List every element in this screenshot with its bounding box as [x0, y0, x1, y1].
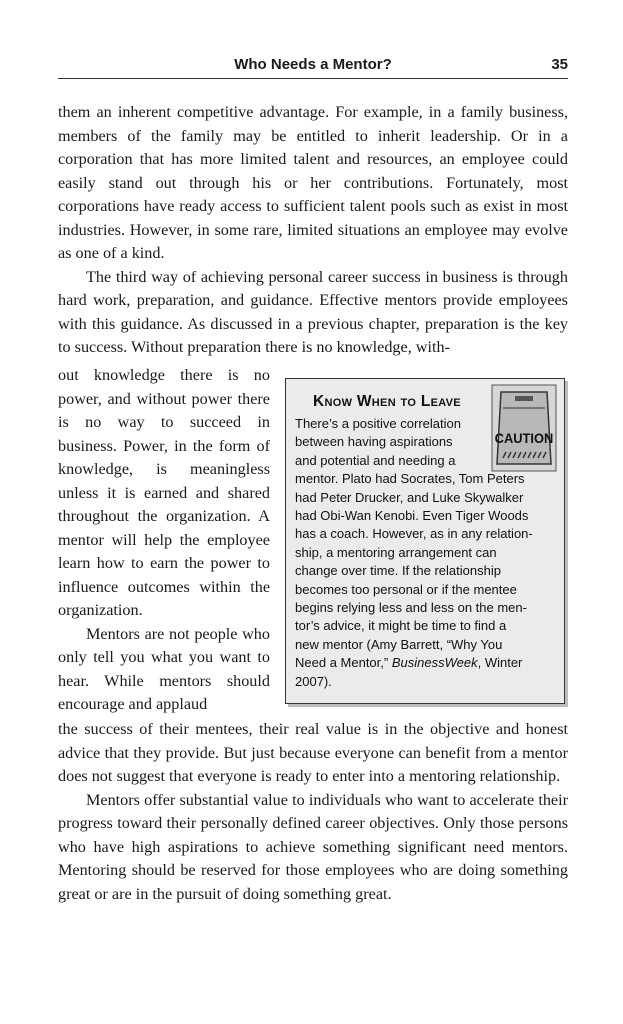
sidebar-line: ship, a mentoring arrangement can — [295, 544, 497, 560]
caution-label: CAUTION — [494, 430, 554, 447]
sidebar-line: and potential and needing a — [295, 452, 456, 468]
source-publication: BusinessWeek — [391, 655, 478, 671]
paragraph: Mentors are not people who only tell you what you want to hear. While mentors should encourage and applaud — [58, 624, 270, 713]
paragraph: Mentors offer substantial value to individuals who want to accelerate their progress toward their personally defined career objectives. Only those persons who have high aspirations to achieve something significant need mentors. Mentoring should be reserved for those employees who are doing something great or are in the pursuit of doing something great. — [58, 790, 568, 903]
paragraph: The third way of achieving personal career success in business is through hard work, preparation, and guidance. Effective mentors provide employees with this guidance. As discussed in a previous chapter, preparation is the key to success. Without preparation there is no knowledge, with- — [58, 267, 568, 356]
body-text-top — [58, 101, 568, 360]
sidebar-line: becomes too personal or if the mentee — [295, 581, 517, 597]
sidebar-line: There’s a positive correlation — [295, 416, 461, 431]
body-text-wrap — [58, 364, 270, 717]
sidebar-line: tor’s advice, it might be time to find a — [295, 618, 507, 634]
sidebar-line: 2007). — [295, 673, 332, 689]
sidebar-line: mentor. Plato had Socrates, Tom Peters — [295, 471, 525, 487]
sidebar-line: has a coach. However, as in any relation- — [295, 526, 533, 542]
sidebar-line — [295, 654, 557, 672]
sidebar-line: begins relying less and less on the men- — [295, 600, 527, 616]
sidebar-body — [295, 415, 557, 691]
sidebar-line: between having aspirations — [295, 434, 453, 450]
sidebar-line: had Obi-Wan Kenobi. Even Tiger Woods — [295, 508, 529, 524]
page-number: 35 — [551, 56, 568, 73]
paragraph: out knowledge there is no power, and without power there is no way to succeed in business. Power, in the form of knowledge, is meaningless unless it is earned and shared throughout the organization. A mentor will help the employee learn how to earn the power to influence outcomes within the organization. — [58, 366, 270, 619]
source-text: , Winter — [477, 655, 523, 671]
paragraph: them an inherent competitive advantage. For example, in a family business, members of the family may be entitled to inherit leadership. Or in a corporation that has more limited talent and resources, an employee could easily stand out through his or her contributions. Fortunately, most corporations have ready access to sufficient talent pools such as exist in most industries. However, in some rare, limited situations an employee may evolve as one of a kind. — [58, 103, 568, 262]
chapter-title: Who Needs a Mentor? — [234, 56, 392, 73]
sidebar-line: new mentor (Amy Barrett, “Why You — [295, 636, 503, 652]
body-text-bottom — [58, 718, 568, 906]
sidebar-title: Know When to Leave — [313, 393, 461, 410]
source-text: Need a Mentor,” — [295, 655, 389, 671]
running-header — [58, 50, 568, 79]
sidebar-box — [285, 378, 565, 704]
paragraph: the success of their mentees, their real value is in the objective and honest advice that they provide. But just because everyone can benefit from a mentor does not suggest that everyone is ready to enter into a mentoring relationship. — [58, 720, 568, 785]
sidebar-line: change over time. If the relationship — [295, 563, 501, 579]
sidebar-line: had Peter Drucker, and Luke Skywalker — [295, 489, 524, 505]
